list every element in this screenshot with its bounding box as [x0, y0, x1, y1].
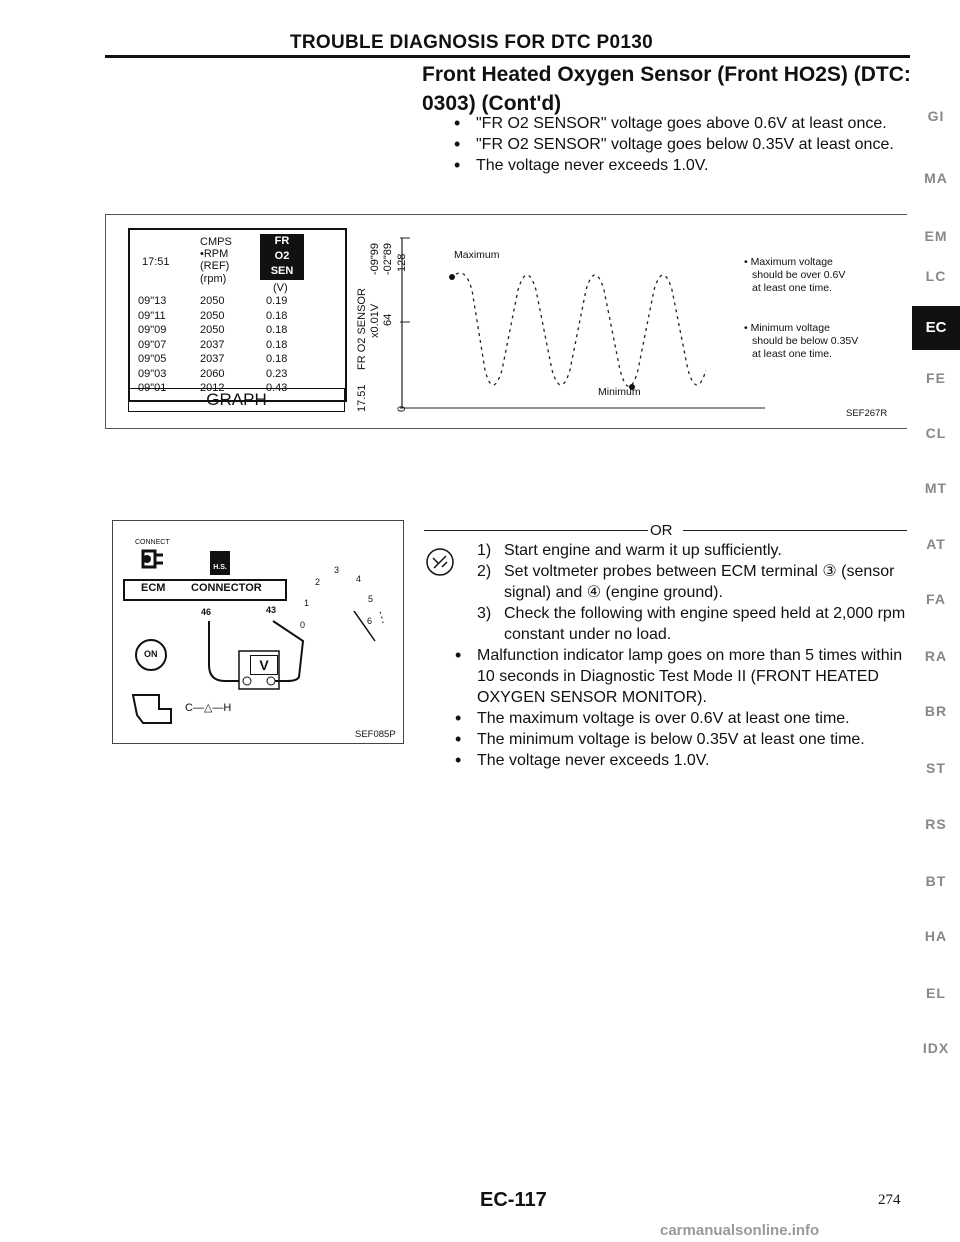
waveform-label-offset-b: -02"89 [382, 242, 394, 275]
graph-button[interactable]: GRAPH [128, 388, 345, 412]
consult-fr-o2-sen-column [260, 234, 304, 280]
subtitle-line-1: Front Heated Oxygen Sensor (Front HO2S) (DTC: [422, 63, 911, 86]
pin-43: 43 [266, 605, 277, 615]
voltmeter-readout: V [250, 655, 278, 675]
procedure-step [477, 603, 907, 645]
header-rule [105, 55, 910, 58]
table-row [138, 352, 338, 367]
consult-col-rpm-unit: (rpm) [200, 273, 227, 285]
check-item: • The minimum voltage is below 0.35V at least one time. [453, 729, 907, 750]
engine-icon [133, 695, 171, 723]
waveform-tick-mid: 64 [382, 313, 394, 326]
voltmeter-terminal [243, 677, 251, 685]
row-rpm: 2050 [200, 295, 225, 307]
voltmeter-terminal [267, 677, 275, 685]
row-voltage: 0.18 [266, 353, 288, 365]
criteria-item: • "FR O2 SENSOR" voltage goes below 0.35V at least once. [452, 134, 912, 155]
gauge-tick: 3 [334, 565, 340, 575]
consult-col-fr: FR [274, 235, 290, 247]
side-index-lc[interactable]: LC [925, 268, 947, 284]
gauge-tick: 1 [304, 598, 310, 608]
side-index-cl[interactable]: CL [925, 425, 947, 441]
minimum-label: Minimum [598, 386, 641, 398]
consult-col-ref: (REF) [200, 260, 230, 272]
waveform-label-offset-a: -09"99 [369, 242, 381, 275]
connect-label: CONNECT [135, 539, 170, 546]
note-line: • Maximum voltage [744, 256, 833, 268]
table-row [138, 294, 338, 309]
consult-col-sen: SEN [270, 265, 294, 277]
section-subtitle [422, 60, 942, 118]
row-time: 09"11 [138, 309, 166, 322]
step-number: 2) [477, 563, 492, 580]
side-index-rs[interactable]: RS [925, 816, 947, 832]
procedure-figure [112, 520, 404, 744]
side-index-br[interactable]: BR [924, 703, 948, 719]
procedure-steps [477, 540, 907, 771]
table-row [138, 338, 338, 353]
subtitle-line-2: 0303) (Cont'd) [422, 92, 562, 115]
row-voltage: 0.43 [266, 382, 288, 394]
ecm-connector-box [123, 579, 287, 601]
check-item: • The maximum voltage is over 0.6V at least one time. [453, 708, 907, 729]
row-voltage: 0.19 [266, 295, 288, 307]
row-voltage: 0.18 [266, 309, 288, 322]
consult-time-header: 17:51 [142, 256, 170, 268]
check-item: • Malfunction indicator lamp goes on more than 5 times within 10 seconds in Diagnostic Test Mode II (FRONT HEATED OXYGEN SENSOR MONITOR). [453, 645, 907, 708]
check-item: • The voltage never exceeds 1.0V. [453, 750, 907, 771]
side-index-bt[interactable]: BT [925, 873, 947, 889]
consult-screen [128, 228, 347, 402]
note-line: at least one time. [752, 282, 832, 294]
step-text: Start engine and warm it up sufficiently. [504, 542, 782, 559]
ecm-label: ECM [141, 582, 166, 594]
figure-frame-bottom [105, 428, 907, 429]
side-index-ec-active[interactable]: EC [912, 306, 960, 350]
gauge-tick: 6 [367, 616, 373, 626]
row-rpm: 2050 [200, 309, 225, 322]
waveform-label-scale: x0.01V [369, 303, 381, 338]
connector-plug-icon [137, 547, 167, 573]
consult-col-cmps: CMPS [200, 236, 232, 248]
row-rpm: 2037 [200, 338, 225, 351]
connector-label: CONNECTOR [191, 582, 262, 594]
page-title: TROUBLE DIAGNOSIS FOR DTC P0130 [290, 32, 653, 53]
row-rpm: 2012 [200, 382, 225, 394]
step-number: 1) [477, 542, 492, 559]
row-voltage: 0.18 [266, 324, 288, 336]
table-row [138, 367, 338, 382]
waveform-label-time: 17.51 [356, 384, 368, 412]
side-index-fe[interactable]: FE [926, 370, 946, 386]
note-maximum [744, 256, 845, 295]
or-rule-left [424, 530, 648, 531]
note-line: should be over 0.6V [752, 269, 846, 281]
temp-gauge-label: C—△—H [185, 702, 232, 714]
side-index-fa[interactable]: FA [926, 591, 946, 607]
or-rule-right [683, 530, 907, 531]
side-index-at[interactable]: AT [926, 536, 946, 552]
table-row [138, 309, 338, 324]
step-text: Set voltmeter probes between ECM terminal ③ (sensor signal) and ④ (engine ground). [504, 563, 895, 601]
row-time: 09"07 [138, 338, 167, 351]
row-rpm: 2060 [200, 367, 225, 380]
row-time: 09"13 [138, 295, 167, 307]
step-number: 3) [477, 605, 492, 622]
figure-id-waveform: SEF267R [846, 408, 888, 419]
consult-data-table [138, 294, 338, 396]
gauge-tick: 2 [315, 577, 321, 587]
consult-col-v-unit: (V) [273, 282, 288, 294]
row-rpm: 2037 [200, 353, 225, 365]
gauge-tick: 4 [356, 574, 362, 584]
watermark: carmanualsonline.info [660, 1222, 820, 1239]
row-time: 09"09 [138, 324, 167, 336]
row-voltage: 0.18 [266, 338, 288, 351]
row-time: 09"03 [138, 367, 167, 380]
gauge-tick: 0 [300, 620, 306, 630]
hs-icon: H.S. [210, 551, 230, 575]
row-time: 09"05 [138, 353, 167, 365]
consult-col-o2: O2 [274, 250, 290, 262]
side-index-idx[interactable]: IDX [922, 1040, 950, 1056]
side-index-mt[interactable]: MT [924, 480, 948, 496]
note-line: at least one time. [752, 348, 832, 360]
note-line: should be below 0.35V [752, 335, 859, 347]
row-time: 09"01 [138, 382, 167, 394]
figure-frame-left [105, 214, 106, 429]
ignition-on-label: ON [144, 649, 158, 659]
waveform-label-sensor: FR O2 SENSOR [356, 288, 368, 370]
criteria-item: • The voltage never exceeds 1.0V. [452, 155, 912, 176]
wiring-sketch [113, 611, 403, 741]
table-row [138, 323, 338, 338]
note-line: • Minimum voltage [744, 322, 830, 334]
criteria-item: • "FR O2 SENSOR" voltage goes above 0.6V at least once. [452, 113, 912, 134]
pin-46: 46 [201, 607, 212, 617]
figure-id-procedure: SEF085P [355, 729, 396, 740]
procedure-step [477, 540, 907, 561]
probe-lead-left [209, 621, 239, 681]
row-voltage: 0.23 [266, 367, 288, 380]
page-code: EC-117 [480, 1189, 547, 1211]
note-minimum [744, 322, 858, 361]
side-index-em[interactable]: EM [924, 228, 948, 244]
side-index-ha[interactable]: HA [924, 928, 948, 944]
side-index-ra[interactable]: RA [924, 648, 948, 664]
procedure-checks [453, 645, 907, 771]
maximum-marker [449, 274, 455, 280]
page-number: 274 [878, 1192, 901, 1208]
waveform-tick-zero: 0 [396, 405, 408, 412]
procedure-step [477, 561, 907, 603]
maximum-label: Maximum [454, 249, 500, 261]
side-index-st[interactable]: ST [926, 760, 946, 776]
side-index-el[interactable]: EL [926, 985, 946, 1001]
or-label: OR [650, 522, 673, 539]
row-rpm: 2050 [200, 324, 225, 336]
step-text: Check the following with engine speed held at 2,000 rpm constant under no load. [504, 605, 906, 643]
figure-frame-top [105, 214, 907, 215]
consult-col-rpm: •RPM [200, 248, 229, 260]
side-index-ma[interactable]: MA [924, 170, 948, 186]
criteria-list [452, 113, 912, 176]
gauge-tick: 5 [368, 594, 374, 604]
side-index-gi[interactable]: GI [927, 108, 945, 124]
no-tools-icon [424, 546, 456, 578]
waveform-trace [450, 273, 706, 386]
waveform-tick-top: 128 [396, 253, 408, 272]
